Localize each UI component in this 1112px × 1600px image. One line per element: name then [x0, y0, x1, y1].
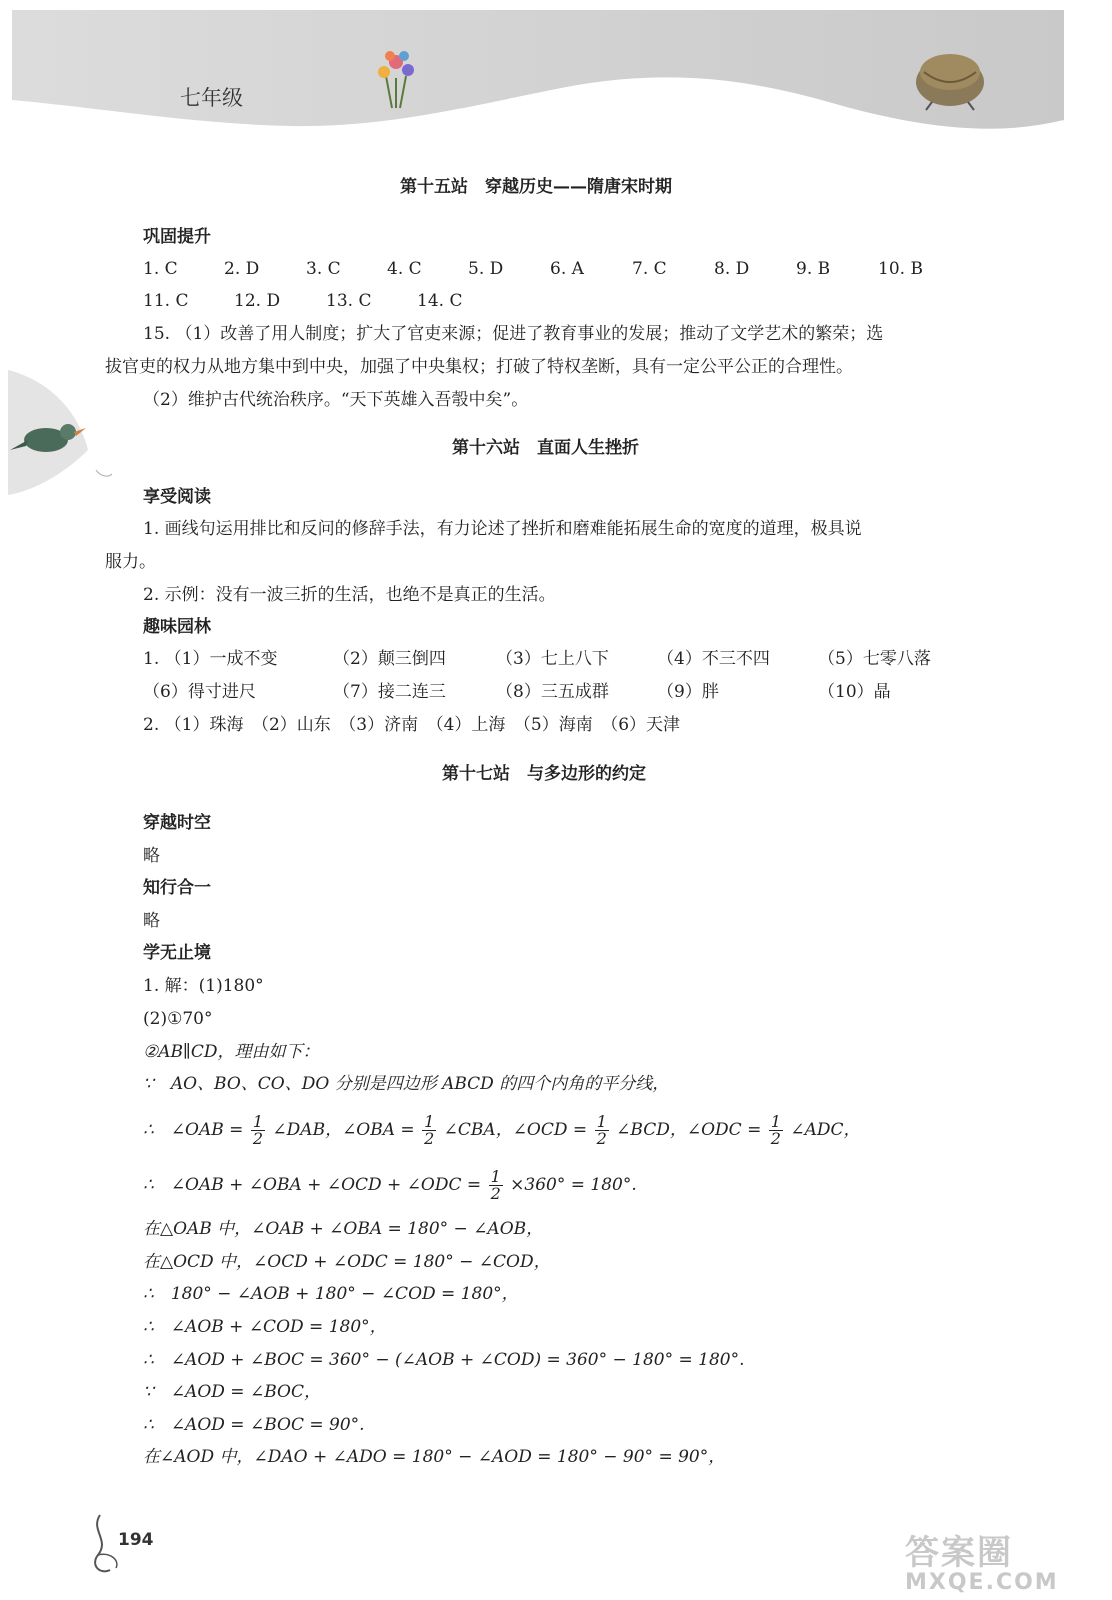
answer-item: 5. D	[468, 259, 504, 279]
section-title-16: 第十六站 直面人生挫折	[452, 438, 639, 458]
answer-paragraph: 拔官吏的权力从地方集中到中央，加强了中央集权；打破了特权垄断，具有一定公平公正的合理性。	[105, 357, 853, 377]
section-heading: 享受阅读	[143, 487, 211, 507]
fraction-numerator: 1	[252, 1112, 264, 1131]
answer-paragraph: （2）维护古代统治秩序。“天下英雄入吾彀中矣”。	[143, 390, 529, 410]
fraction-numerator: 1	[596, 1112, 607, 1131]
section-heading: 巩固提升	[143, 227, 211, 247]
fraction-denominator: 2	[770, 1129, 781, 1148]
math-line: ∴ ∠AOB + ∠COD = 180°，	[143, 1317, 387, 1337]
idiom-item: （4）不三不四	[657, 649, 770, 669]
fraction-denominator: 2	[252, 1129, 264, 1148]
idiom-item: （3）七上八下	[496, 649, 609, 669]
idiom-item: 1. （1）一成不变	[143, 649, 278, 669]
section-heading: 趣味园林	[143, 617, 211, 637]
math-line: 在△OAB 中，∠OAB + ∠OBA = 180° − ∠AOB，	[143, 1219, 544, 1239]
fraction-half	[595, 1114, 609, 1147]
idiom-item: （2）颠三倒四	[333, 649, 446, 669]
page-number: 194	[118, 1530, 154, 1550]
answer-paragraph: 2. （1）珠海 （2）山东 （3）济南 （4）上海 （5）海南 （6）天津	[143, 715, 681, 735]
watermark-url: MXQE.COM	[905, 1570, 1059, 1595]
math-text: ∴ ∠OAB =	[143, 1120, 244, 1140]
idiom-item: （7）接二连三	[333, 682, 446, 702]
fraction-denominator: 2	[424, 1129, 435, 1148]
idiom-item: （10）晶	[818, 682, 891, 702]
fraction-half	[769, 1114, 783, 1147]
watermark-logo	[905, 1525, 1059, 1595]
answer-item: 14. C	[417, 291, 463, 311]
answer-item: 1. C	[143, 259, 178, 279]
grade-label: 七年级	[180, 86, 243, 110]
math-line: ②AB∥CD，理由如下：	[143, 1042, 320, 1062]
section-title-15: 第十五站 穿越历史——隋唐宋时期	[400, 177, 672, 197]
answer-item: 7. C	[632, 259, 667, 279]
math-text: ∠CBA，∠OCD =	[443, 1120, 588, 1140]
math-line-fractions	[143, 1112, 861, 1148]
math-text: ∠ADC，	[790, 1120, 861, 1140]
math-line-fractions	[143, 1167, 637, 1203]
answer-item: 6. A	[550, 259, 584, 279]
answer-paragraph: 1. 画线句运用排比和反问的修辞手法，有力论述了挫折和磨难能拓展生命的宽度的道理，极具说	[143, 519, 862, 539]
answer-paragraph: 服力。	[105, 552, 156, 572]
math-line: ∵ AO、BO、CO、DO 分别是四边形 ABCD 的四个内角的平分线，	[143, 1074, 670, 1094]
fraction-numerator: 1	[770, 1112, 781, 1131]
flowers-icon	[372, 48, 420, 114]
fraction-half	[489, 1169, 503, 1202]
answer-paragraph: 2. 示例：没有一波三折的生活，也绝不是真正的生活。	[143, 585, 556, 605]
fraction-denominator: 2	[490, 1184, 501, 1203]
fraction-half	[251, 1114, 265, 1147]
answer-paragraph: 15. （1）改善了用人制度；扩大了官吏来源；促进了教育事业的发展；推动了文学艺术的繁荣；选	[143, 324, 884, 344]
fraction-numerator: 1	[424, 1112, 435, 1131]
math-line: ∴ ∠AOD = ∠BOC = 90°.	[143, 1415, 365, 1435]
answer-item: 12. D	[234, 291, 281, 311]
math-text: ∠DAB，∠OBA =	[272, 1120, 415, 1140]
section-title-17: 第十七站 与多边形的约定	[442, 764, 646, 784]
idiom-item: （9）胖	[657, 682, 719, 702]
answer-text: 略	[143, 846, 160, 866]
answer-item: 11. C	[143, 291, 189, 311]
answer-text: 略	[143, 911, 160, 931]
idiom-item: （8）三五成群	[496, 682, 609, 702]
answer-item: 8. D	[714, 259, 750, 279]
idiom-item: （5）七零八落	[818, 649, 931, 669]
math-text: ∠BCD，∠ODC =	[616, 1120, 762, 1140]
answer-item: 3. C	[306, 259, 341, 279]
math-line: (2)①70°	[143, 1009, 213, 1029]
answer-item: 9. B	[796, 259, 831, 279]
header-banner	[12, 10, 1087, 160]
answer-item: 10. B	[878, 259, 923, 279]
idiom-item: （6）得寸进尺	[143, 682, 256, 702]
section-heading: 穿越时空	[143, 813, 211, 833]
math-line: 1. 解：(1)180°	[143, 976, 264, 996]
section-heading: 学无止境	[143, 943, 211, 963]
math-line: 在∠AOD 中，∠DAO + ∠ADO = 180° − ∠AOD = 180° − 90° = 90°，	[143, 1447, 726, 1467]
fraction-numerator: 1	[490, 1167, 501, 1186]
math-text: ∴ ∠OAB + ∠OBA + ∠OCD + ∠ODC =	[143, 1175, 482, 1195]
section-heading: 知行合一	[143, 878, 211, 898]
bird-decoration-icon	[8, 370, 118, 504]
math-line: 在△OCD 中，∠OCD + ∠ODC = 180° − ∠COD，	[143, 1252, 551, 1272]
watermark-text: 答案圈	[905, 1533, 1013, 1573]
math-line: ∴ ∠AOD + ∠BOC = 360° − (∠AOB + ∠COD) = 360° − 180° = 180°.	[143, 1350, 745, 1370]
answer-item: 13. C	[326, 291, 372, 311]
math-line: ∵ ∠AOD = ∠BOC，	[143, 1382, 321, 1402]
fraction-denominator: 2	[596, 1129, 607, 1148]
answer-item: 2. D	[224, 259, 260, 279]
math-line: ∴ 180° − ∠AOB + 180° − ∠COD = 180°，	[143, 1284, 519, 1304]
math-text: ×360° = 180°.	[510, 1175, 637, 1195]
answer-item: 4. C	[387, 259, 422, 279]
bird-nest-icon	[912, 32, 992, 116]
fraction-half	[422, 1114, 436, 1147]
